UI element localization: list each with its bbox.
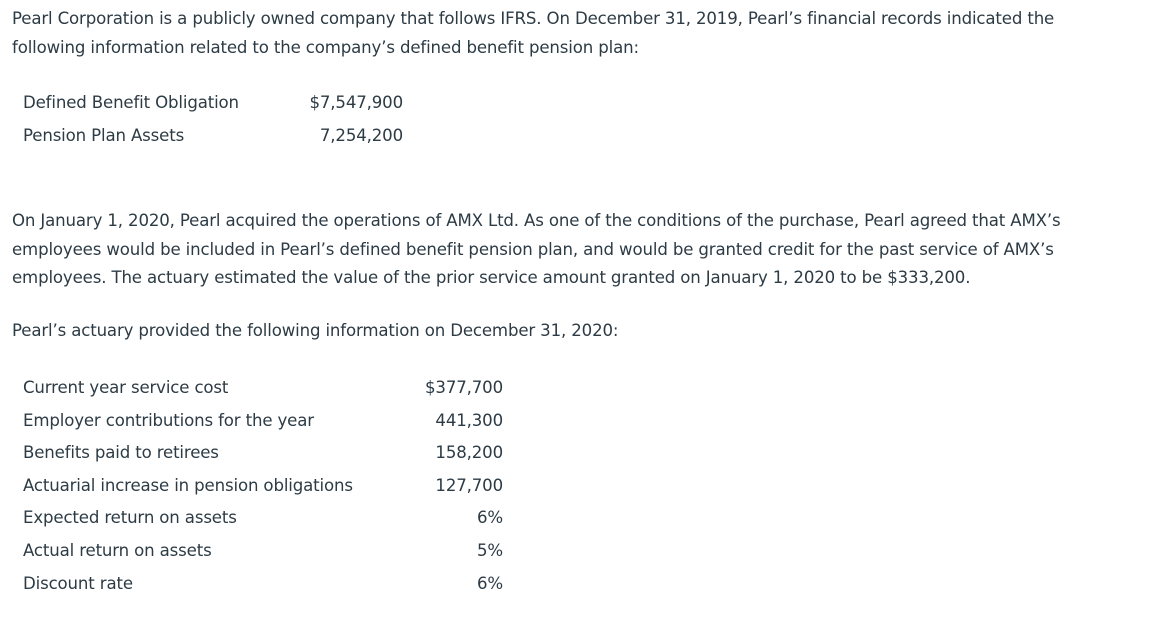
row-label: Pension Plan Assets <box>23 125 185 145</box>
table-row <box>23 470 503 503</box>
row-label: Actuarial increase in pension obligations <box>23 475 353 495</box>
table-row <box>23 87 403 120</box>
row-label: Current year service cost <box>23 378 229 397</box>
table-row <box>23 535 503 568</box>
row-value: 158,200 <box>435 443 503 463</box>
row-value: $377,700 <box>425 378 503 397</box>
table-row <box>23 568 503 601</box>
acquisition-paragraph <box>12 207 1060 293</box>
row-value: 127,700 <box>435 475 503 495</box>
row-value: 6% <box>476 573 503 593</box>
table-row <box>23 437 503 470</box>
actuary-info-table <box>23 372 503 600</box>
table-row <box>23 405 503 438</box>
row-value: 7,254,200 <box>319 125 403 145</box>
row-value: $7,547,900 <box>309 93 403 112</box>
table-row <box>23 372 503 405</box>
intro-line: Pearl Corporation is a publicly owned company that follows IFRS. On December 31, 2019, Pearl’s financial records indicated the <box>12 9 1055 28</box>
row-value: 441,300 <box>435 410 503 430</box>
row-label: Discount rate <box>23 573 133 593</box>
actuary-intro-line: Pearl’s actuary provided the following information on December 31, 2020: <box>12 321 619 340</box>
row-label: Actual return on assets <box>23 540 212 560</box>
row-label: Defined Benefit Obligation <box>23 93 239 112</box>
row-label: Expected return on assets <box>23 508 237 528</box>
row-label: Employer contributions for the year <box>23 410 314 430</box>
acquisition-line: On January 1, 2020, Pearl acquired the operations of AMX Ltd. As one of the conditions of the purchase, Pearl agreed that AMX’s <box>12 211 1061 230</box>
row-value: 5% <box>476 540 503 560</box>
acquisition-line: employees would be included in Pearl’s defined benefit pension plan, and would be granted credit for the past service of AMX’s <box>12 239 1054 259</box>
table-row <box>23 502 503 535</box>
row-label: Benefits paid to retirees <box>23 443 219 463</box>
pension-balances-table <box>23 87 403 152</box>
row-value: 6% <box>476 508 503 528</box>
acquisition-line: employees. The actuary estimated the value of the prior service amount granted on January 1, 2020 to be $333,200. <box>12 268 971 287</box>
table-row <box>23 120 403 153</box>
intro-paragraph <box>12 5 1054 62</box>
actuary-intro-paragraph <box>12 317 618 346</box>
intro-line: following information related to the company’s defined benefit pension plan: <box>12 37 639 57</box>
